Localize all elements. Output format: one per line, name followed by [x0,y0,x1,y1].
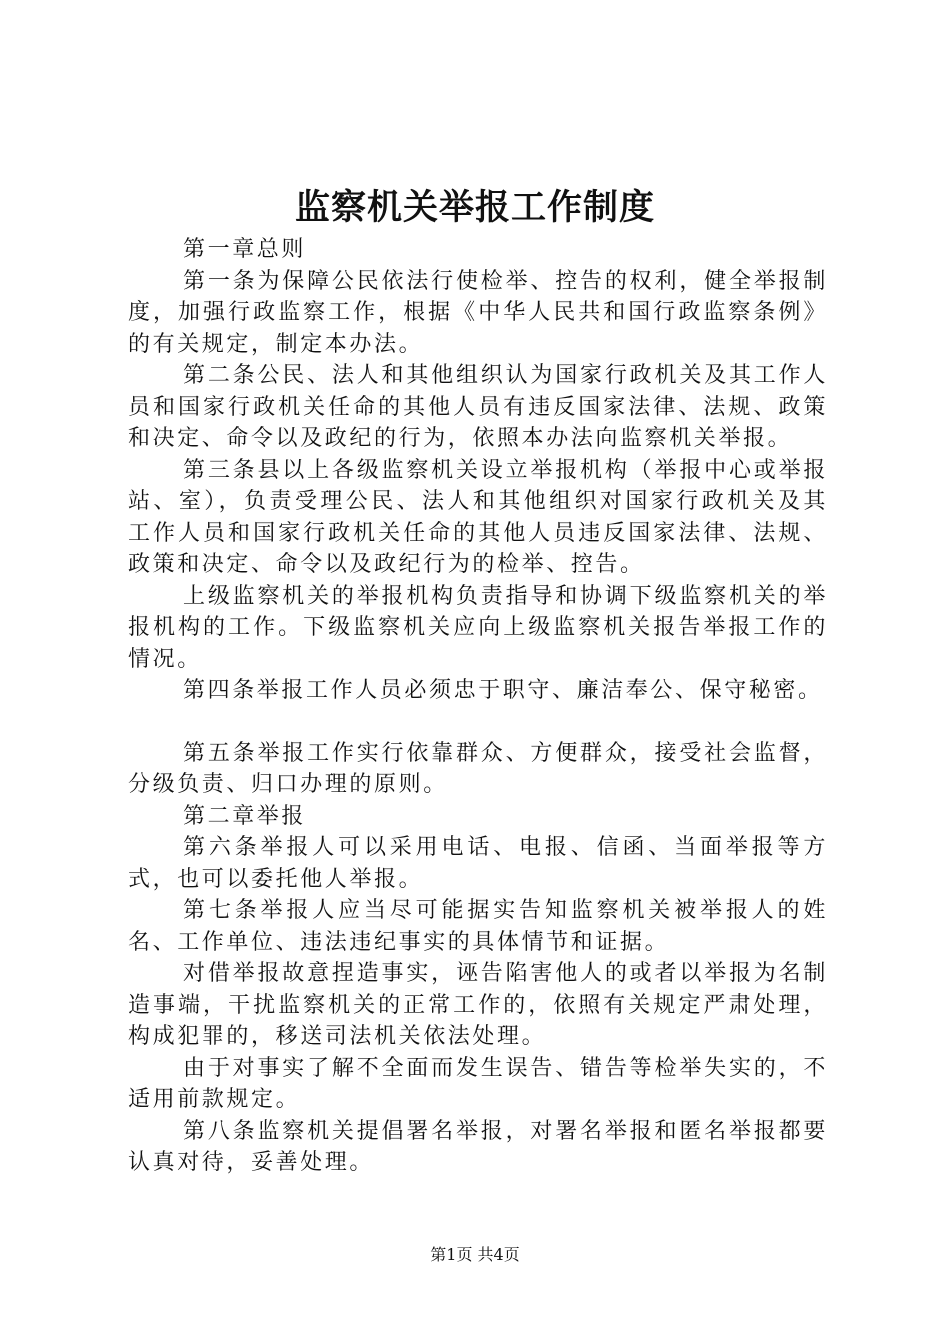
article-paragraph: 第四条举报工作人员必须忠于职守、廉洁奉公、保守秘密。 [183,678,823,703]
document-title: 监察机关举报工作制度 [294,187,655,228]
chapter-heading: 第一章总则 [183,237,307,262]
article-paragraph: 上级监察机关的举报机构负责指导和协调下级监察机关的举报机构的工作。下级监察机关应向上级监察机关报告举报工作的情况。 [128,583,828,672]
article-paragraph: 第三条县以上各级监察机关设立举报机构（举报中心或举报站、室），负责受理公民、法人和其他组织对国家行政机关及其工作人员和国家行政机关任命的其他人员违反国家法律、法规、政策和决定、命令以及政纪行为的检举、控告。 [128,457,828,577]
article-paragraph: 由于对事实了解不全面而发生误告、错告等检举失实的，不适用前款规定。 [128,1055,828,1112]
document-body [128,234,828,1179]
article-paragraph: 第七条举报人应当尽可能据实告知监察机关被举报人的姓名、工作单位、违法违纪事实的具体情节和证据。 [128,898,828,955]
chapter-heading: 第二章举报 [183,803,307,829]
article-paragraph: 第八条监察机关提倡署名举报，对署名举报和匿名举报都要认真对待，妥善处理。 [128,1118,828,1175]
article-paragraph: 第五条举报工作实行依靠群众、方便群众，接受社会监督，分级负责、归口办理的原则。 [128,740,828,797]
article-paragraph: 第一条为保障公民依法行使检举、控告的权利，健全举报制度，加强行政监察工作，根据《中华人民共和国行政监察条例》的有关规定，制定本办法。 [128,268,828,357]
article-paragraph: 第六条举报人可以采用电话、电报、信函、当面举报等方式，也可以委托他人举报。 [128,835,828,892]
page-number-footer: 第1页 共4页 [430,1245,520,1264]
article-paragraph: 对借举报故意捏造事实，诬告陷害他人的或者以举报为名制造事端，干扰监察机关的正常工作的，依照有关规定严肃处理，构成犯罪的，移送司法机关依法处理。 [128,961,828,1049]
article-paragraph: 第二条公民、法人和其他组织认为国家行政机关及其工作人员和国家行政机关任命的其他人员有违反国家法律、法规、政策和决定、命令以及政纪的行为，依照本办法向监察机关举报。 [128,363,828,451]
